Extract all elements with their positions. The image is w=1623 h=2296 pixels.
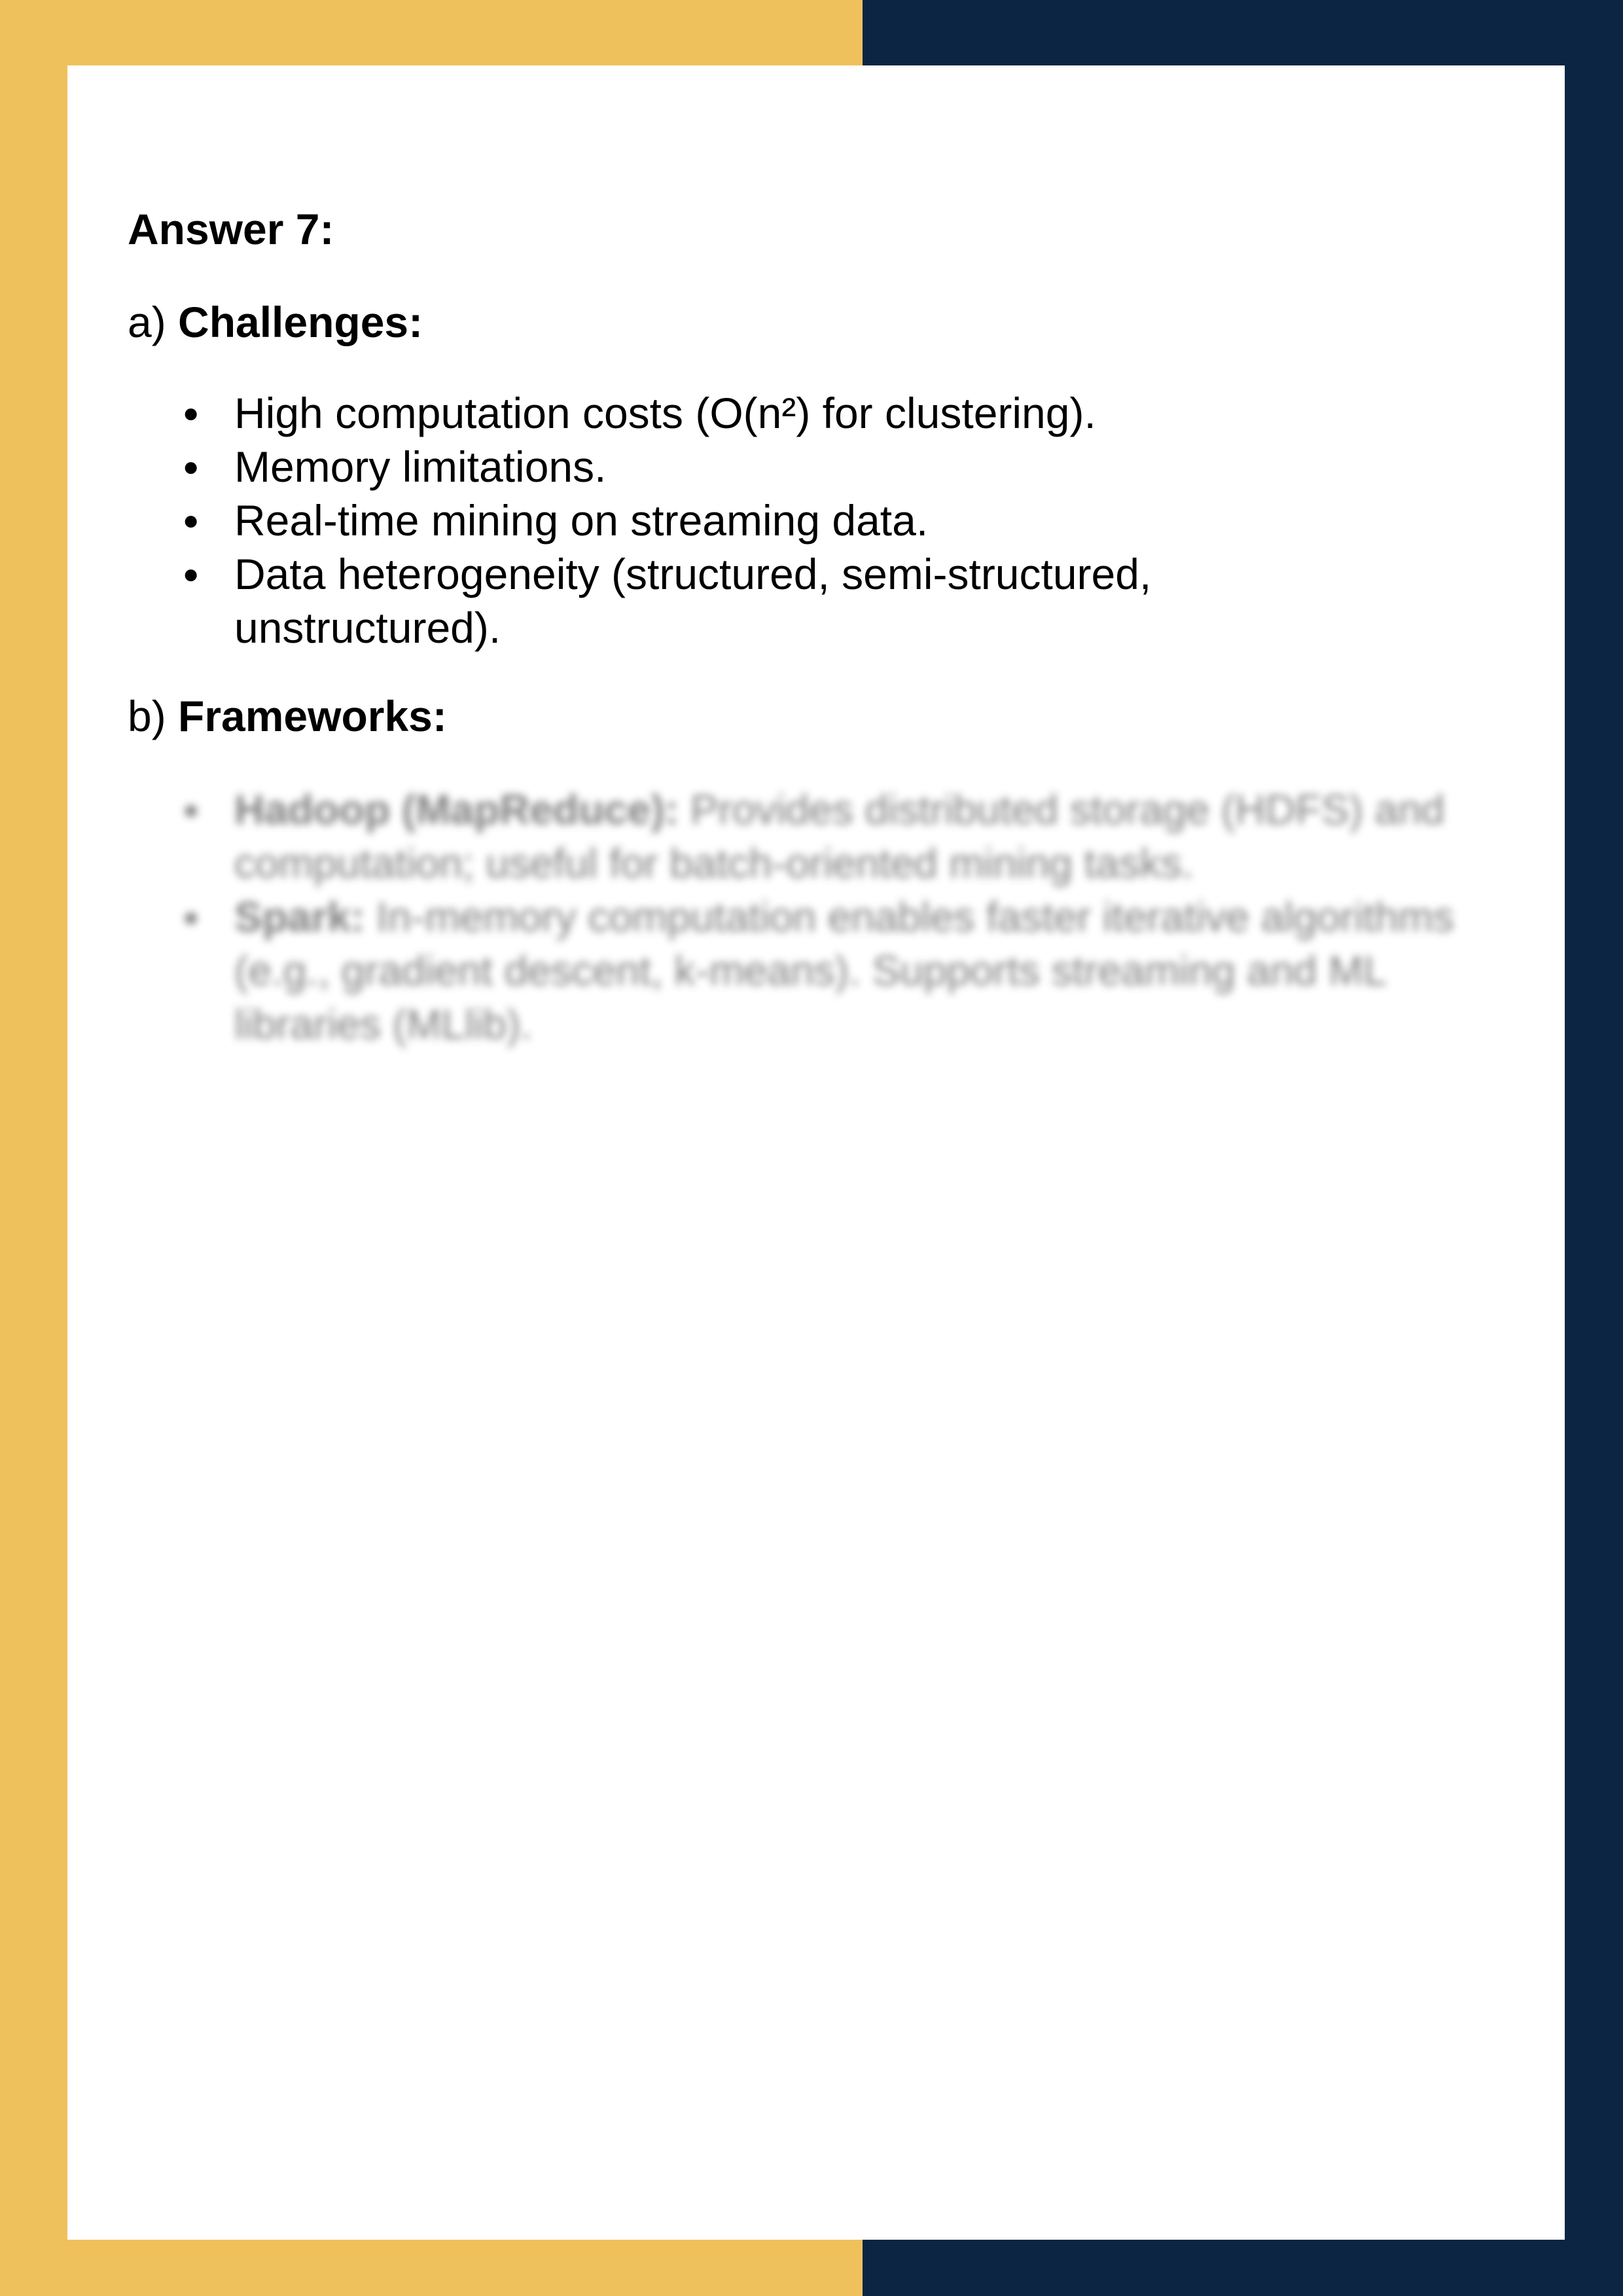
section-b-title: Frameworks: [178, 692, 447, 740]
challenge-text: Memory limitations. [234, 442, 607, 491]
list-item [128, 386, 1425, 440]
framework-term: Hadoop (MapReduce): [234, 786, 679, 833]
list-item [128, 890, 1517, 1051]
list-item [128, 440, 1425, 493]
section-a-title: Challenges: [178, 298, 423, 346]
framework-description: Provides distributed storage (HDFS) and computation; useful for batch-oriented mining tasks. [234, 786, 1445, 887]
frameworks-list [128, 783, 1508, 1051]
challenge-text: Data heterogeneity (structured, semi-structured, unstructured). [234, 550, 1152, 652]
bullet-icon: ● [183, 558, 200, 589]
bullet-icon: ● [183, 505, 200, 535]
answer-heading: Answer 7: [128, 205, 334, 253]
answer-content [128, 203, 1508, 1051]
framework-description: In-memory computation enables faster iterative algorithms (e.g., gradient descent, k-means). Supports streaming and ML libraries (MLlib). [234, 893, 1454, 1048]
document-page [67, 65, 1565, 2240]
framework-term: Spark: [234, 893, 365, 941]
bullet-icon: ● [183, 397, 200, 428]
section-b-prefix: b) [128, 692, 166, 740]
bullet-icon: ● [183, 901, 200, 932]
section-b-heading [128, 690, 1508, 742]
challenge-text: Real-time mining on streaming data. [234, 496, 929, 545]
section-a-prefix: a) [128, 298, 166, 346]
challenges-list [128, 386, 1508, 655]
bullet-icon: ● [183, 794, 200, 825]
list-item [128, 547, 1425, 655]
challenge-text: High computation costs (O(n²) for clustering). [234, 389, 1096, 437]
list-item [128, 783, 1517, 890]
section-a-heading [128, 296, 1508, 348]
list-item [128, 493, 1425, 547]
bullet-icon: ● [183, 451, 200, 482]
